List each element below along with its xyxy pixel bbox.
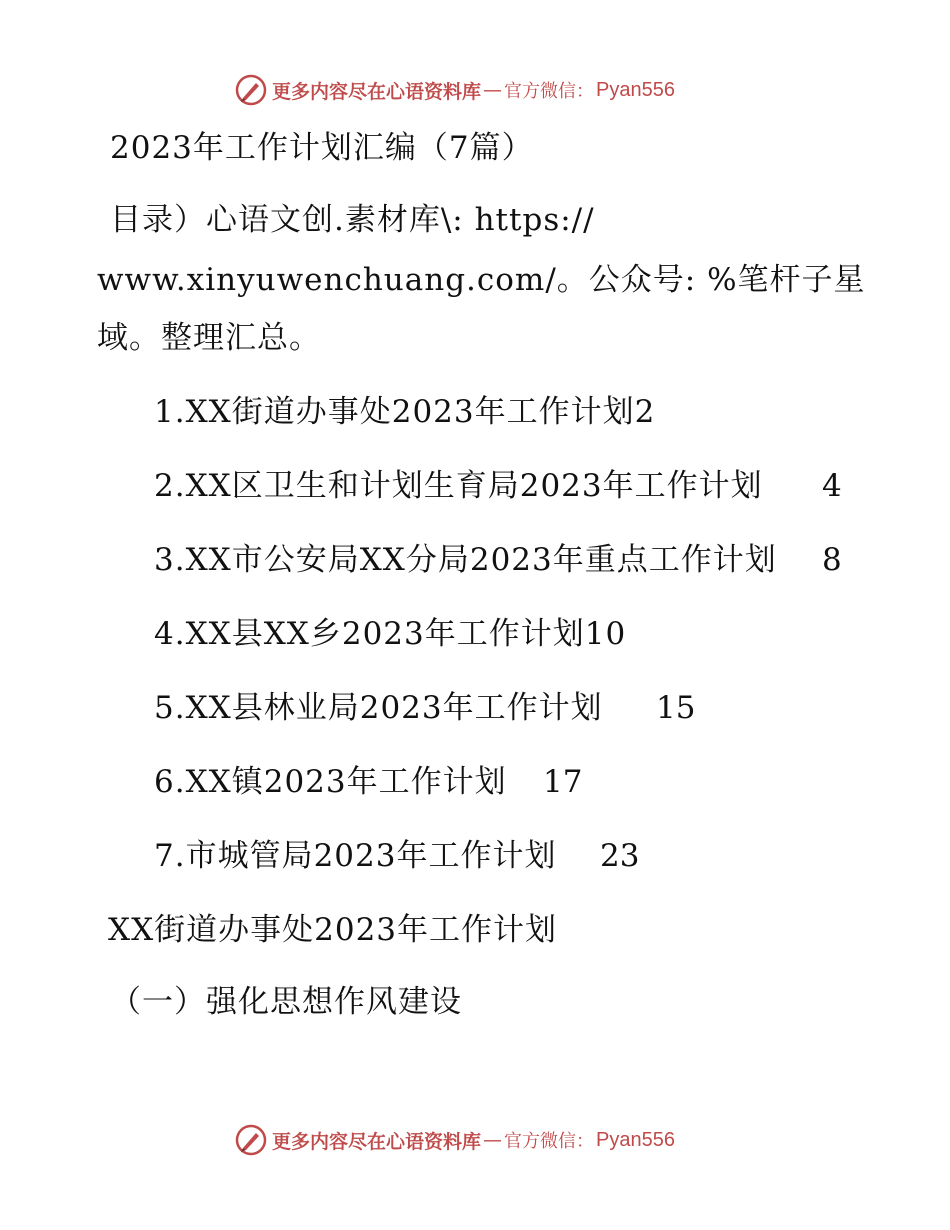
toc-item[interactable]: 6.XX镇2023年工作计划 bbox=[154, 764, 507, 800]
toc-page-number: 8 bbox=[822, 542, 842, 578]
header-banner bbox=[234, 72, 675, 108]
banner-dash: — bbox=[483, 1129, 503, 1151]
intro-line: 目录）心语文创.素材库\: https:// bbox=[110, 202, 595, 238]
toc-page-number: 23 bbox=[600, 838, 640, 874]
document-title: 2023年工作计划汇编（7篇） bbox=[110, 130, 534, 166]
banner-wechat-id: Pyan556 bbox=[596, 1128, 675, 1151]
banner-wechat-label: 官方微信： bbox=[504, 81, 595, 102]
banner-text: 更多内容尽在心语资料库 bbox=[272, 1130, 482, 1153]
banner-text: 更多内容尽在心语资料库 bbox=[272, 80, 482, 103]
banner-wechat-label: 官方微信： bbox=[504, 1131, 595, 1152]
pen-logo-icon bbox=[234, 1123, 268, 1157]
intro-line: 域。整理汇总。 bbox=[97, 320, 321, 356]
toc-item[interactable]: 3.XX市公安局XX分局2023年重点工作计划 bbox=[154, 542, 777, 578]
toc-page-number: 15 bbox=[656, 690, 696, 726]
banner-wechat-id: Pyan556 bbox=[596, 78, 675, 101]
toc-item[interactable]: 1.XX街道办事处2023年工作计划2 bbox=[154, 394, 656, 430]
toc-item[interactable]: 7.市城管局2023年工作计划 bbox=[154, 838, 557, 874]
intro-line: www.xinyuwenchuang.com/。公众号: %笔杆子星 bbox=[97, 262, 866, 298]
toc-page-number: 4 bbox=[822, 468, 842, 504]
section-title: XX街道办事处2023年工作计划 bbox=[108, 912, 558, 948]
sub-heading: （一）强化思想作风建设 bbox=[110, 984, 462, 1020]
toc-item[interactable]: 5.XX县林业局2023年工作计划 bbox=[154, 690, 603, 726]
pen-logo-icon bbox=[234, 73, 268, 107]
footer-banner bbox=[234, 1122, 675, 1158]
toc-page-number: 17 bbox=[543, 764, 583, 800]
toc-item[interactable]: 2.XX区卫生和计划生育局2023年工作计划 bbox=[154, 468, 763, 504]
banner-dash: — bbox=[483, 79, 503, 101]
toc-item[interactable]: 4.XX县XX乡2023年工作计划10 bbox=[154, 616, 627, 652]
